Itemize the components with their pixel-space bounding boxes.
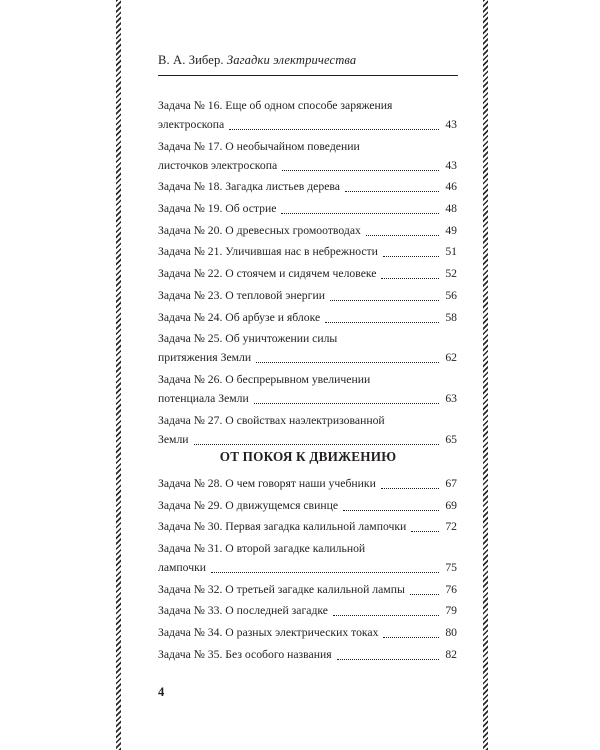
toc-entry-title: Задача № 21. Уличившая нас в небрежности <box>158 245 378 259</box>
toc-entry <box>158 601 457 620</box>
toc-entry-row <box>158 517 457 536</box>
toc-entry-title: Задача № 17. О необычайном поведении <box>158 139 360 153</box>
toc-entry <box>158 539 457 577</box>
toc-entry <box>158 411 457 449</box>
dot-leader <box>381 278 439 279</box>
dot-leader <box>282 170 439 171</box>
toc-entry-title-continued: Земли <box>158 432 189 446</box>
running-header <box>158 53 458 68</box>
toc-entry-row <box>158 558 457 577</box>
toc-entry-row <box>158 430 457 449</box>
toc-entry <box>158 623 457 642</box>
dot-leader <box>281 213 439 214</box>
toc-entry <box>158 96 457 134</box>
toc-entry-page: 79 <box>445 604 457 618</box>
toc-entry-page: 63 <box>445 391 457 405</box>
toc-entry-page: 82 <box>445 647 457 661</box>
toc-entry-row <box>158 156 457 175</box>
toc-entry-title: Задача № 18. Загадка листьев дерева <box>158 180 340 194</box>
dot-leader <box>254 403 439 404</box>
toc-entry-page: 65 <box>445 432 457 446</box>
toc-entry <box>158 199 457 218</box>
dot-leader <box>325 322 439 323</box>
toc-entry-row <box>158 199 457 218</box>
dot-leader <box>229 129 439 130</box>
toc-entry-page: 58 <box>445 310 457 324</box>
toc-entry-title: Задача № 35. Без особого названия <box>158 647 332 661</box>
toc-entry-row <box>158 623 457 642</box>
toc-entry-title: Задача № 31. О второй загадке калильной <box>158 542 366 556</box>
toc-entry-row <box>158 580 457 599</box>
dot-leader <box>366 235 439 236</box>
toc-entry-page: 67 <box>445 477 457 490</box>
toc-entry-row <box>158 308 457 327</box>
toc-list-part1 <box>158 96 457 451</box>
toc-entry <box>158 329 457 367</box>
toc-entry-title: Задача № 27. О свойствах наэлектризованной <box>158 413 385 427</box>
toc-entry-row <box>158 389 457 408</box>
toc-entry-page: 51 <box>445 245 457 259</box>
dot-leader <box>194 444 439 445</box>
toc-entry <box>158 177 457 196</box>
toc-entry <box>158 496 457 515</box>
toc-entry-page: 52 <box>445 267 457 281</box>
toc-entry-row <box>158 242 457 261</box>
toc-entry-page: 76 <box>445 582 457 596</box>
toc-list-part2 <box>158 474 457 667</box>
toc-entry <box>158 580 457 599</box>
toc-entry-title: Задача № 26. О беспрерывном увеличении <box>158 372 371 386</box>
toc-entry-page: 46 <box>445 180 457 194</box>
toc-entry <box>158 264 457 283</box>
toc-entry-row <box>158 115 457 134</box>
toc-entry <box>158 242 457 261</box>
toc-entry <box>158 517 457 536</box>
toc-entry-title: Задача № 30. Первая загадка калильной лампочки <box>158 520 407 534</box>
dot-leader <box>383 637 439 638</box>
toc-entry-title: Задача № 28. О чем говорят наши учебники <box>158 477 376 490</box>
toc-entry-title: Задача № 23. О тепловой энергии <box>158 288 325 302</box>
toc-entry-page: 43 <box>445 158 457 172</box>
header-rule <box>158 75 458 76</box>
toc-entry-title: Задача № 19. Об острие <box>158 202 277 216</box>
page-number: 4 <box>158 685 165 699</box>
dot-leader <box>383 256 439 257</box>
toc-entry-row <box>158 348 457 367</box>
toc-entry-row <box>158 221 457 240</box>
toc-entry-title: Задача № 33. О последней загадке <box>158 604 328 618</box>
dot-leader <box>410 594 439 595</box>
toc-entry-page: 43 <box>445 118 457 131</box>
toc-entry-title-continued: потенциала Земли <box>158 391 249 405</box>
dot-leader <box>343 510 439 511</box>
header-book-title: Загадки электричества <box>226 53 357 67</box>
toc-entry-row <box>158 601 457 620</box>
toc-entry <box>158 370 457 408</box>
dot-leader <box>256 362 439 363</box>
dot-leader <box>411 531 439 532</box>
toc-entry-row <box>158 645 457 664</box>
toc-entry-title-continued: притяжения Земли <box>158 351 252 365</box>
toc-entry-page: 49 <box>445 223 457 237</box>
toc-entry-page: 62 <box>445 351 457 365</box>
toc-entry-title-continued: лампочки <box>158 561 207 575</box>
toc-entry-row <box>158 264 457 283</box>
section-title: ОТ ПОКОЯ К ДВИЖЕНИЮ <box>219 449 397 464</box>
toc-entry-row <box>158 474 457 493</box>
toc-entry-title: Задача № 20. О древесных громоотводах <box>158 223 361 237</box>
toc-entry-title: Задача № 25. Об уничтожении силы <box>158 332 338 346</box>
toc-entry-title: Задача № 24. Об арбузе и яблоке <box>158 310 321 324</box>
toc-entry-title: Задача № 16. Еще об одном способе заряжения <box>158 99 393 112</box>
toc-entry-title-continued: листочков электроскопа <box>158 158 278 172</box>
toc-entry <box>158 137 457 175</box>
dot-leader <box>337 659 439 660</box>
toc-entry-page: 75 <box>445 561 457 575</box>
dot-leader <box>333 615 439 616</box>
toc-entry-row <box>158 177 457 196</box>
toc-entry-row <box>158 286 457 305</box>
toc-entry <box>158 474 457 493</box>
toc-entry <box>158 286 457 305</box>
toc-entry-page: 72 <box>445 520 457 534</box>
toc-entry-title: Задача № 22. О стоячем и сидячем человеке <box>158 267 377 281</box>
dot-leader <box>330 300 439 301</box>
toc-entry <box>158 221 457 240</box>
toc-entry-title: Задача № 32. О третьей загадке калильной лампы <box>158 582 405 596</box>
dot-leader <box>345 191 439 192</box>
toc-entry-page: 80 <box>445 626 457 640</box>
toc-entry-page: 69 <box>445 498 457 512</box>
dot-leader <box>381 488 439 489</box>
left-decorative-border <box>116 0 121 750</box>
toc-entry-page: 56 <box>445 288 457 302</box>
dot-leader <box>211 572 439 573</box>
toc-entry-title-continued: электроскопа <box>158 118 225 131</box>
toc-entry-title: Задача № 29. О движущемся свинце <box>158 498 339 512</box>
toc-entry-page: 48 <box>445 202 457 216</box>
toc-entry <box>158 308 457 327</box>
right-decorative-border <box>483 0 488 750</box>
header-author: В. А. Зибер. <box>158 53 224 67</box>
toc-entry-title: Задача № 34. О разных электрических токах <box>158 626 379 640</box>
toc-entry-row <box>158 496 457 515</box>
toc-entry <box>158 645 457 664</box>
